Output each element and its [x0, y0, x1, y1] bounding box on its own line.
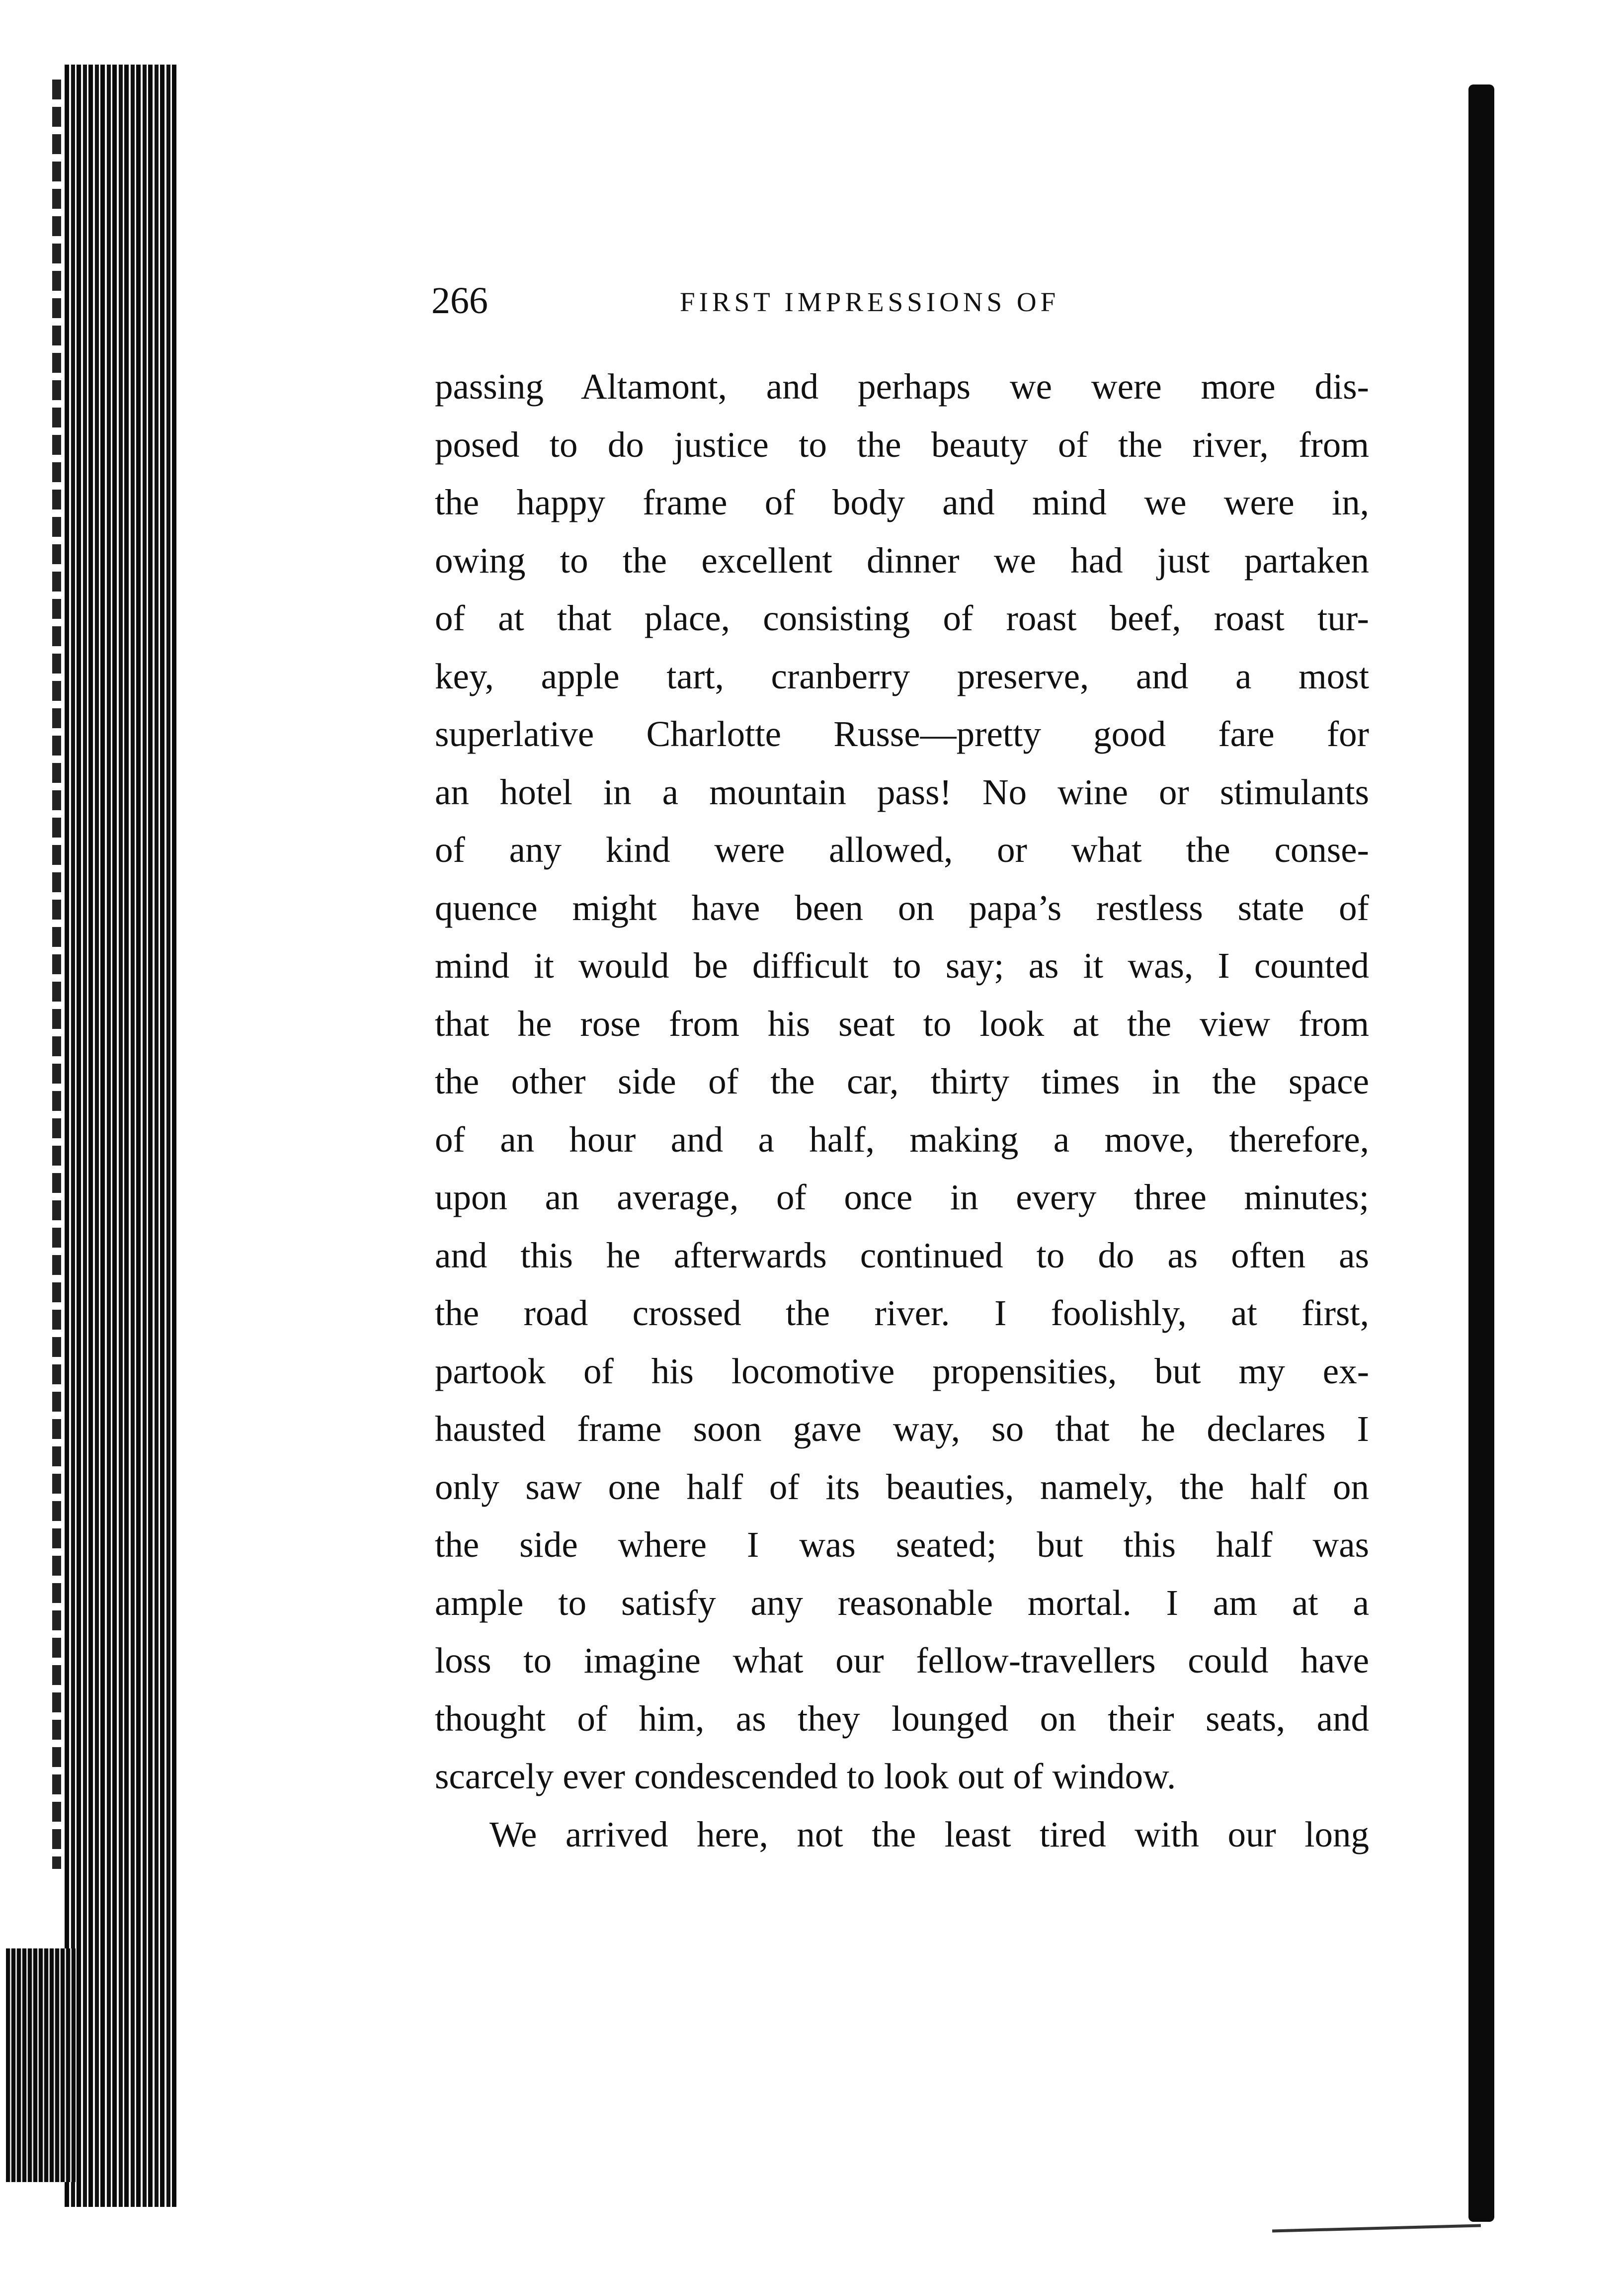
- text-line: upon an average, of once in every three minutes;: [435, 1177, 1369, 1217]
- running-title: FIRST IMPRESSIONS OF: [680, 287, 1060, 317]
- text-line: mind it would be difficult to say; as it was, I counted: [435, 945, 1369, 986]
- paragraph-start-line: We arrived here, not the least tired with our long: [489, 1814, 1369, 1854]
- text-line: quence might have been on papa’s restless state of: [435, 887, 1369, 928]
- text-line: the other side of the car, thirty times in the space: [435, 1061, 1369, 1101]
- page-header: [431, 278, 1376, 323]
- binding-shadow-left: [65, 65, 176, 2207]
- page-edge-bottom: [1272, 2224, 1481, 2233]
- text-line: and this he afterwards continued to do as often as: [435, 1235, 1369, 1275]
- body-text: [435, 358, 1369, 1863]
- text-line: that he rose from his seat to look at the view from: [435, 1003, 1369, 1044]
- text-line: scarcely ever condescended to look out of window.: [435, 1756, 1176, 1796]
- text-line: the road crossed the river. I foolishly, at first,: [435, 1293, 1369, 1333]
- text-line: an hotel in a mountain pass! No wine or stimulants: [435, 771, 1369, 812]
- text-line: of any kind were allowed, or what the conse-: [435, 830, 1369, 870]
- text-line: key, apple tart, cranberry preserve, and a most: [435, 656, 1369, 696]
- text-line: only saw one half of its beauties, namely, the half on: [435, 1466, 1369, 1507]
- text-line: superlative Charlotte Russe—pretty good fare for: [435, 714, 1369, 754]
- text-line: ample to satisfy any reasonable mortal. I am at a: [435, 1582, 1369, 1623]
- binding-edge-left: [52, 80, 61, 1869]
- text-line: the happy frame of body and mind we were in,: [435, 482, 1369, 522]
- page-edge-right: [1468, 84, 1494, 2222]
- binding-shadow-left-lower: [6, 1948, 76, 2182]
- text-line: loss to imagine what our fellow-travellers could have: [435, 1640, 1369, 1681]
- page-number: 266: [431, 280, 488, 322]
- text-line: hausted frame soon gave way, so that he declares I: [435, 1409, 1369, 1449]
- text-line: of an hour and a half, making a move, therefore,: [435, 1119, 1369, 1160]
- text-line: passing Altamont, and perhaps we were more dis-: [435, 366, 1369, 407]
- text-line: the side where I was seated; but this half was: [435, 1524, 1369, 1565]
- text-line: posed to do justice to the beauty of the river, from: [435, 424, 1369, 465]
- text-line: owing to the excellent dinner we had just partaken: [435, 540, 1369, 581]
- text-line: partook of his locomotive propensities, but my ex-: [435, 1350, 1369, 1391]
- text-line: of at that place, consisting of roast beef, roast tur-: [435, 598, 1369, 638]
- text-line: thought of him, as they lounged on their seats, and: [435, 1698, 1369, 1739]
